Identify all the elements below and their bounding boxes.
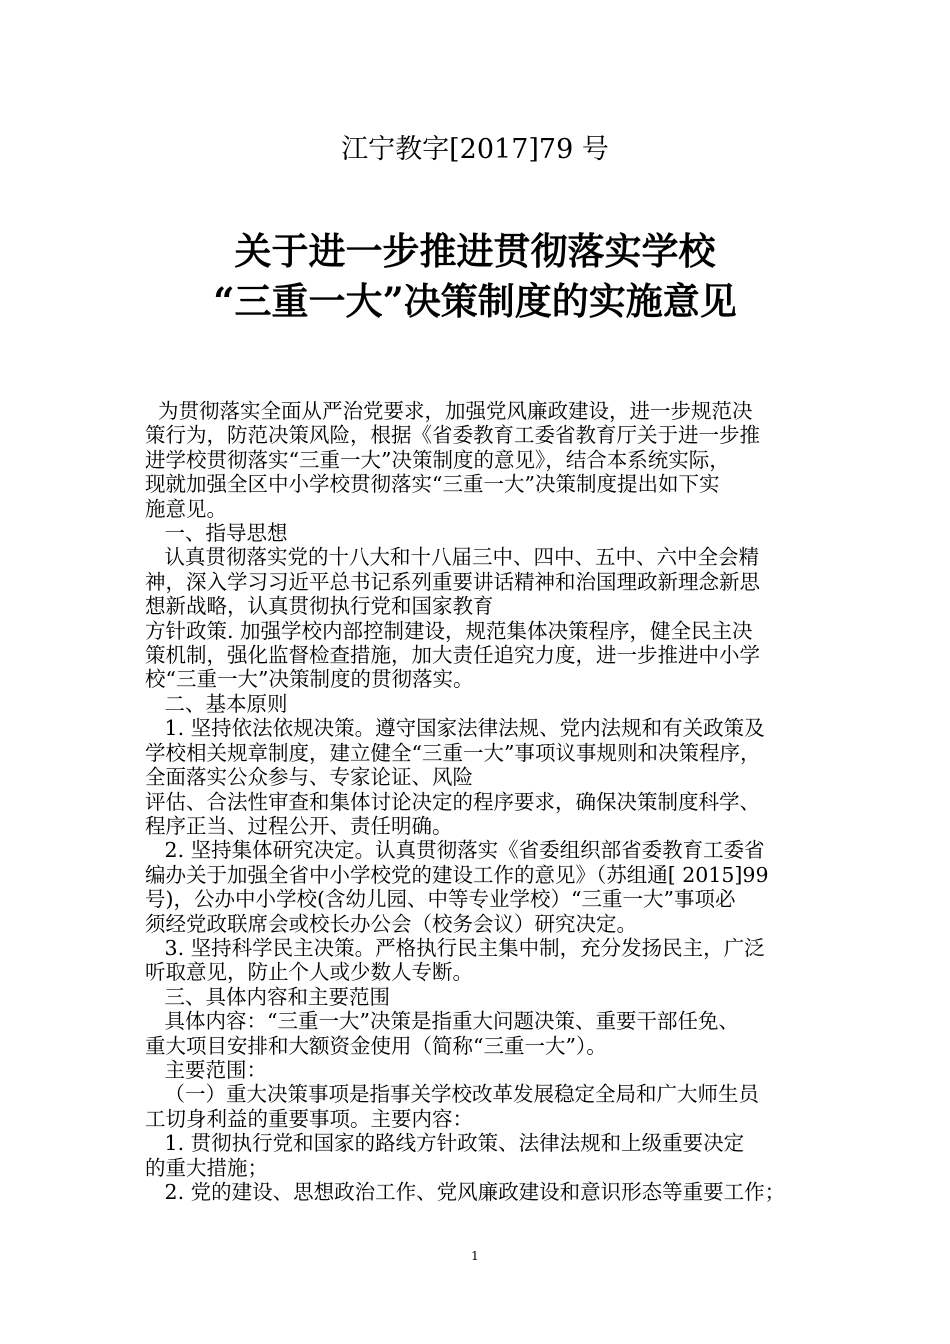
body-text-line: 2. 党的建设、思想政治工作、党风廉政建设和意识形态等重要工作； <box>145 1180 786 1204</box>
body-text-line: 听取意见，防止个人或少数人专断。 <box>145 960 473 985</box>
body-text-line: 策机制，强化监督检查措施，加大责任追究力度，进一步推进中小学 <box>145 643 760 668</box>
body-text-line: 编办关于加强全省中小学校党的建设工作的意见》（苏组通[ 2015]99 <box>145 862 769 887</box>
body-text-line: 重大项目安排和大额资金使用（简称“三重一大”）。 <box>145 1033 607 1058</box>
body-text-line: 工切身利益的重要事项。主要内容： <box>145 1106 473 1131</box>
body-text-line: 三、具体内容和主要范围 <box>145 984 391 1009</box>
page-number: 1 <box>471 1249 479 1263</box>
document-number: 江宁教字[2017]79 号 <box>341 134 609 165</box>
body-text-line: 须经党政联席会或校长办公会（校务会议）研究决定。 <box>145 911 637 936</box>
body-text-line: 学校相关规章制度，建立健全“三重一大”事项议事规则和决策程序， <box>145 740 761 765</box>
body-text-line: 的重大措施； <box>145 1155 268 1180</box>
body-text-line: 认真贯彻落实党的十八大和十八届三中、四中、五中、六中全会精 <box>145 545 760 570</box>
body-text-line: 全面落实公众参与、专家论证、风险 <box>145 765 473 790</box>
body-text-line: 3. 坚持科学民主决策。严格执行民主集中制，充分发扬民主，广泛 <box>145 935 765 960</box>
body-text-line: 2. 坚持集体研究决定。认真贯彻落实《省委组织部省委教育工委省 <box>145 838 765 863</box>
body-text-line: （一）重大决策事项是指事关学校改革发展稳定全局和广大师生员 <box>145 1082 760 1107</box>
document-title <box>0 226 950 326</box>
body-text-line: 校“三重一大”决策制度的贯彻落实。 <box>145 667 474 692</box>
body-text-line: 现就加强全区中小学校贯彻落实“三重一大”决策制度提出如下实 <box>145 472 720 497</box>
body-text-line: 施意见。 <box>145 496 227 521</box>
body-text-line: 进学校贯彻落实“三重一大”决策制度的意见》，结合本系统实际， <box>145 447 730 472</box>
body-text-line: 方针政策. 加强学校内部控制建设，规范集体决策程序，健全民主决 <box>145 618 753 643</box>
body-text-line: 为贯彻落实全面从严治党要求，加强党风廉政建设，进一步规范决 <box>145 399 753 423</box>
body-text-line: 具体内容：“三重一大”决策是指重大问题决策、重要干部任免、 <box>145 1009 740 1034</box>
title-line-2: “三重一大”决策制度的实施意见 <box>213 279 737 323</box>
body-text-line: 程序正当、过程公开、责任明确。 <box>145 813 453 838</box>
title-line-1: 关于进一步推进贯彻落实学校 <box>234 229 716 273</box>
body-text-line: 1. 坚持依法依规决策。遵守国家法律法规、党内法规和有关政策及 <box>145 716 765 741</box>
body-text-line: 评估、合法性审查和集体讨论决定的程序要求，确保决策制度科学、 <box>145 789 760 814</box>
body-text-line: 号)，公办中小学校(含幼儿园、中等专业学校）“三重一大”事项必 <box>145 887 736 912</box>
body-text-line: 二、基本原则 <box>145 691 288 716</box>
body-text-line: 1. 贯彻执行党和国家的路线方针政策、法律法规和上级重要决定 <box>145 1131 745 1156</box>
body-text-line: 主要范围： <box>145 1057 268 1082</box>
body-text-line: 想新战略，认真贯彻执行党和国家教育 <box>145 594 494 619</box>
body-text-line: 一、指导思想 <box>145 521 288 546</box>
document-body <box>145 399 821 1204</box>
body-text-line: 策行为，防范决策风险，根据《省委教育工委省教育厅关于进一步推 <box>145 423 760 448</box>
body-text-line: 神，深入学习习近平总书记系列重要讲话精神和治国理政新理念新思 <box>145 569 760 594</box>
